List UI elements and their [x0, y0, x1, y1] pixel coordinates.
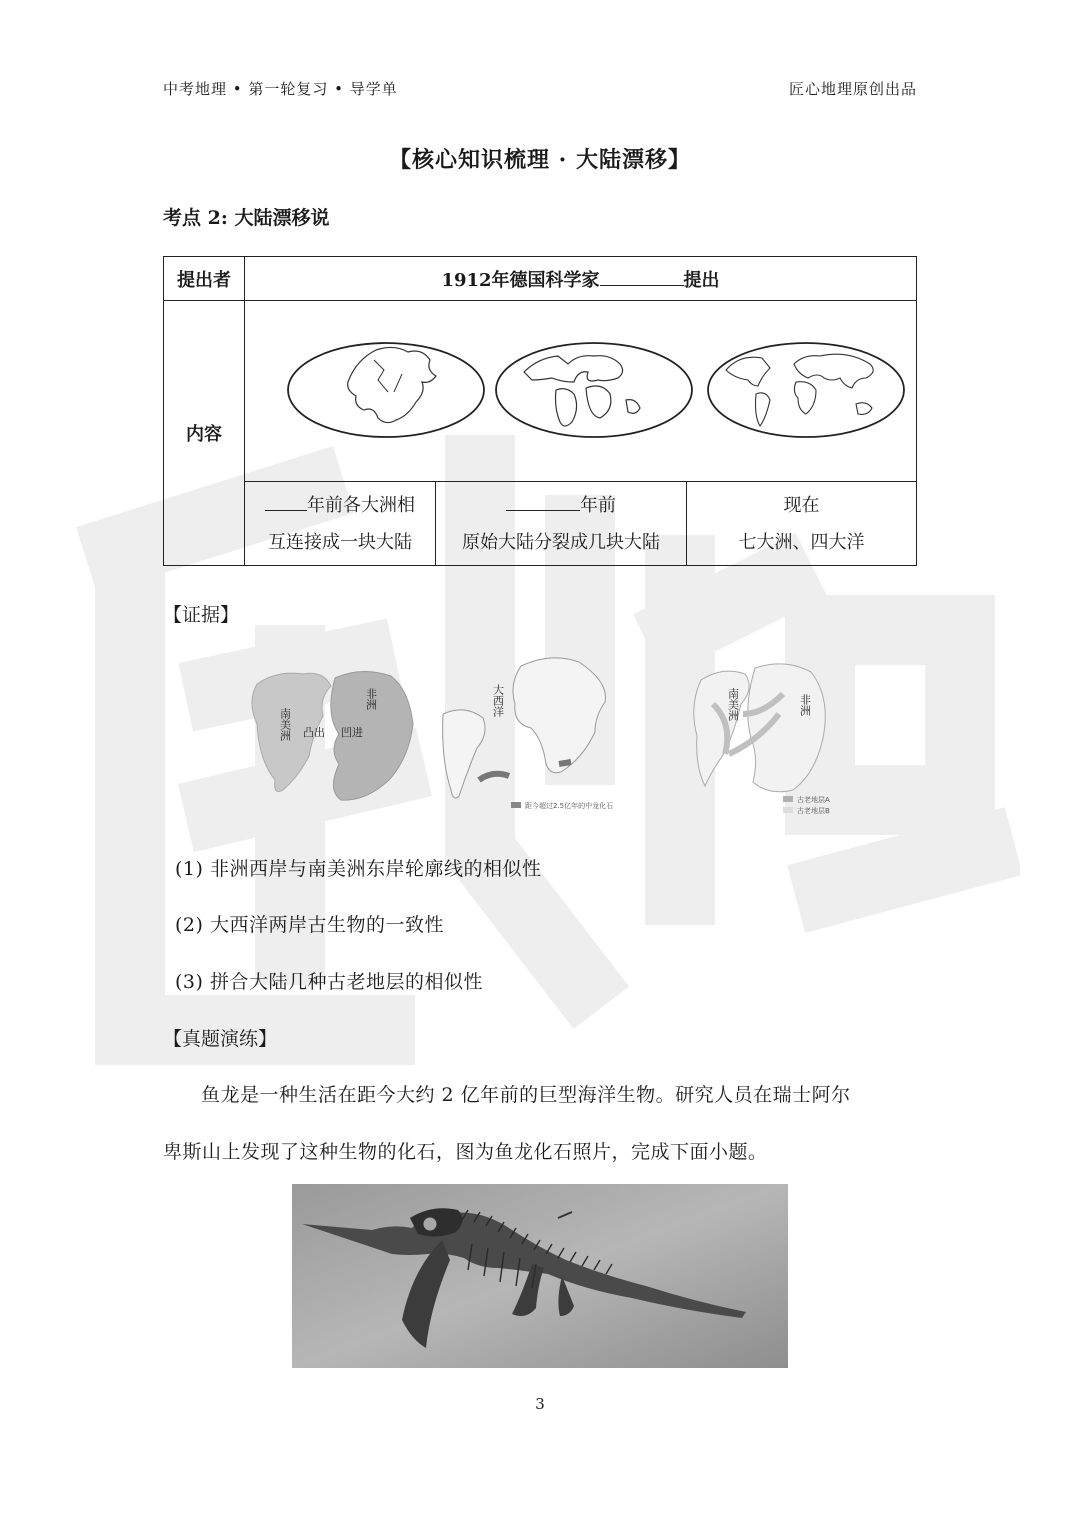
evidence-item-3: (3) 拼合大陆几种古老地层的相似性	[175, 971, 483, 993]
proposer-cell	[245, 257, 917, 301]
proposer-text-before: 1912年德国科学家	[441, 269, 600, 291]
continental-drift-table	[163, 256, 917, 566]
header-right: 匠心地理原创出品	[788, 80, 917, 98]
fig3-sa-label: 南美洲	[726, 688, 740, 721]
stage-pangaea-line1: 年前各大洲相	[245, 487, 435, 524]
stage-breakup-line2: 原始大陆分裂成几块大陆	[462, 531, 660, 553]
evidence-item-2: (2) 大西洋两岸古生物的一致性	[175, 914, 444, 936]
fig2-legend-swatch	[511, 802, 521, 808]
breakup-map-icon	[496, 343, 692, 437]
evidence-figure	[243, 644, 853, 824]
stage-pangaea-line2: 互连接成一块大陆	[268, 531, 412, 553]
fig1-af-label: 非洲	[364, 688, 378, 710]
proposer-label: 提出者	[164, 257, 245, 301]
fig3-legend-a-swatch	[783, 796, 793, 802]
page-number: 3	[535, 1395, 545, 1413]
rock-strata-figure	[694, 664, 830, 815]
practice-heading: 【真题演练】	[163, 1028, 278, 1050]
maps-cell	[245, 301, 917, 482]
stage-pangaea-blank	[265, 493, 307, 511]
stage-breakup	[436, 482, 687, 566]
evidence-heading: 【证据】	[163, 604, 240, 626]
ichthyosaur-fossil-photo	[292, 1184, 788, 1368]
stage-breakup-line1: 年前	[436, 487, 686, 524]
stage-present-line1: 现在	[783, 494, 820, 516]
fig3-legend-b-swatch	[783, 807, 793, 813]
page-title: 【核心知识梳理 · 大陆漂移】	[389, 147, 691, 173]
coastline-fit-figure	[252, 671, 413, 800]
stage-breakup-blank	[506, 493, 580, 511]
fig1-sa-label: 南美洲	[278, 708, 292, 741]
fig3-af-label: 非洲	[798, 694, 812, 716]
stage-present	[687, 482, 917, 566]
fig1-concave: 凹进	[341, 726, 363, 739]
header-left: 中考地理 • 第一轮复习 • 导学单	[163, 80, 398, 98]
practice-paragraph-line1: 鱼龙是一种生活在距今大约 2 亿年前的巨型海洋生物。研究人员在瑞士阿尔	[201, 1084, 851, 1106]
fossil-distribution-figure	[443, 658, 613, 810]
content-label: 内容	[164, 301, 245, 566]
modern-world-map-icon	[708, 343, 904, 437]
practice-paragraph-line2: 卑斯山上发现了这种生物的化石，图为鱼龙化石照片，完成下面小题。	[163, 1141, 768, 1163]
proposer-text-after: 提出	[683, 269, 720, 291]
fig1-convex: 凸出	[303, 726, 325, 739]
stage-present-line2: 七大洲、四大洋	[738, 531, 865, 553]
pangaea-map-icon	[288, 343, 484, 437]
fig2-legend: 距今超过2.5亿年的中龙化石	[525, 802, 614, 810]
evidence-item-1: (1) 非洲西岸与南美洲东岸轮廓线的相似性	[175, 858, 542, 880]
fig3-legend-a: 古老地层A	[797, 796, 830, 804]
stage-pangaea	[245, 482, 436, 566]
proposer-blank	[600, 268, 684, 286]
fig2-ocean-label: 大西洋	[491, 684, 505, 717]
section-title: 考点 2: 大陆漂移说	[163, 207, 330, 229]
fig3-legend-b: 古老地层B	[797, 807, 830, 815]
drift-maps	[256, 304, 906, 474]
